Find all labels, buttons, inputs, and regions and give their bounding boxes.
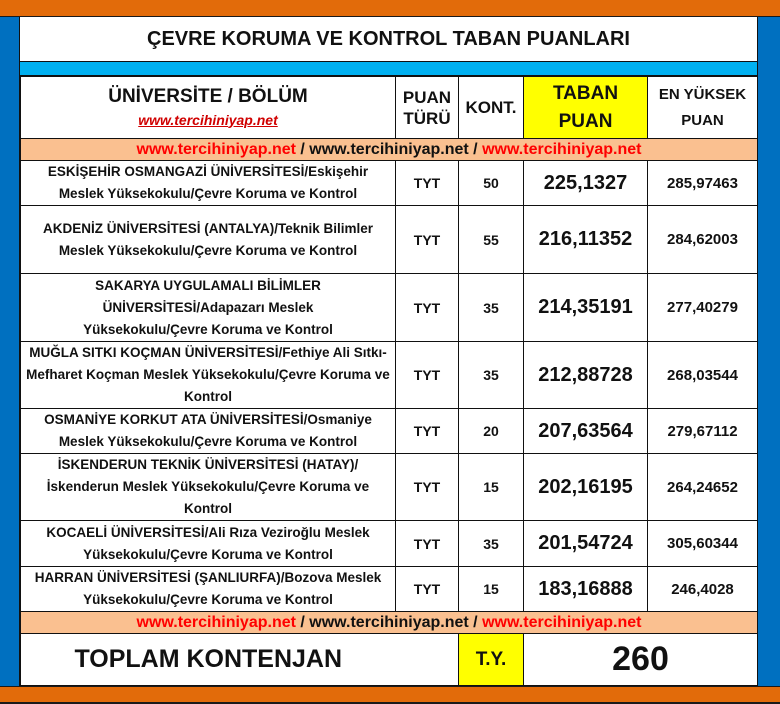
quota: 55 — [459, 206, 524, 274]
top-orange-bar — [0, 0, 780, 17]
table-row — [21, 206, 758, 274]
table-row — [21, 567, 758, 612]
program-name: ESKİŞEHİR OSMANGAZİ ÜNİVERSİTESİ/Eskişehir Meslek Yüksekokulu/Çevre Koruma ve Kontrol — [21, 161, 396, 206]
max-score: 268,03544 — [648, 342, 758, 409]
url-link-2[interactable]: www.tercihiniyap.net — [309, 613, 469, 631]
total-score-type: T.Y. — [459, 634, 524, 686]
program-name: KOCAELİ ÜNİVERSİTESİ/Ali Rıza Veziroğlu Meslek Yüksekokulu/Çevre Koruma ve Kontrol — [21, 521, 396, 567]
max-score: 305,60344 — [648, 521, 758, 567]
header-max-score-line1: EN YÜKSEK — [658, 85, 747, 103]
program-name: SAKARYA UYGULAMALI BİLİMLER ÜNİVERSİTESİ/Adapazarı Meslek Yüksekokulu/Çevre Koruma ve Kontrol — [21, 274, 396, 342]
min-score: 183,16888 — [524, 567, 648, 612]
max-score: 246,4028 — [648, 567, 758, 612]
min-score: 214,35191 — [524, 274, 648, 342]
url-link-2[interactable]: www.tercihiniyap.net — [309, 140, 469, 158]
program-name: İSKENDERUN TEKNİK ÜNİVERSİTESİ (HATAY)/İskenderun Meslek Yüksekokulu/Çevre Koruma ve Kontrol — [21, 454, 396, 521]
score-type: TYT — [396, 161, 459, 206]
program-name: MUĞLA SITKI KOÇMAN ÜNİVERSİTESİ/Fethiye Ali Sıtkı-Mefharet Koçman Meslek Yüksekokulu/Çevre Koruma ve Kontrol — [21, 342, 396, 409]
quota: 15 — [459, 454, 524, 521]
score-type: TYT — [396, 454, 459, 521]
header-score-type-line2: TÜRÜ — [403, 108, 451, 128]
page-title: ÇEVRE KORUMA VE KONTROL TABAN PUANLARI — [20, 17, 757, 62]
url-separator: / — [468, 140, 483, 158]
header-min-score — [524, 77, 648, 139]
quota: 15 — [459, 567, 524, 612]
header-quota: KONT. — [459, 77, 524, 139]
score-type: TYT — [396, 342, 459, 409]
score-type: TYT — [396, 409, 459, 454]
total-spacer — [396, 634, 459, 686]
score-type: TYT — [396, 521, 459, 567]
min-score: 225,1327 — [524, 161, 648, 206]
header-score-type — [396, 77, 459, 139]
url-link-3[interactable]: www.tercihiniyap.net — [482, 140, 642, 158]
program-name: HARRAN ÜNİVERSİTESİ (ŞANLIURFA)/Bozova Meslek Yüksekokulu/Çevre Koruma ve Kontrol — [21, 567, 396, 612]
min-score: 202,16195 — [524, 454, 648, 521]
total-row — [21, 634, 758, 686]
header-university — [21, 77, 396, 139]
table-row — [21, 161, 758, 206]
url-link-1[interactable]: www.tercihiniyap.net — [136, 613, 296, 631]
cyan-divider — [20, 62, 757, 76]
quota: 35 — [459, 521, 524, 567]
min-score: 212,88728 — [524, 342, 648, 409]
score-type: TYT — [396, 206, 459, 274]
table-row — [21, 521, 758, 567]
table-row — [21, 454, 758, 521]
header-max-score — [648, 77, 758, 139]
header-min-score-line1: TABAN — [552, 82, 619, 104]
max-score: 285,97463 — [648, 161, 758, 206]
table-row — [21, 342, 758, 409]
total-quota-value: 260 — [524, 634, 758, 686]
url-banner-cell — [21, 612, 758, 634]
min-score: 201,54724 — [524, 521, 648, 567]
score-type: TYT — [396, 567, 459, 612]
url-separator: / — [468, 613, 483, 631]
score-sheet — [19, 17, 758, 686]
quota: 35 — [459, 274, 524, 342]
total-label: TOPLAM KONTENJAN — [21, 634, 396, 686]
quota: 50 — [459, 161, 524, 206]
header-min-score-line2: PUAN — [558, 110, 613, 132]
score-table — [20, 76, 758, 686]
header-score-type-line1: PUAN — [402, 87, 452, 107]
url-banner-top — [21, 139, 758, 161]
url-separator: / — [295, 613, 310, 631]
program-name: AKDENİZ ÜNİVERSİTESİ (ANTALYA)/Teknik Bilimler Meslek Yüksekokulu/Çevre Koruma ve Kontrol — [21, 206, 396, 274]
bottom-orange-bar — [0, 686, 780, 704]
max-score: 264,24652 — [648, 454, 758, 521]
url-link-1[interactable]: www.tercihiniyap.net — [136, 140, 296, 158]
quota: 35 — [459, 342, 524, 409]
max-score: 277,40279 — [648, 274, 758, 342]
score-type: TYT — [396, 274, 459, 342]
url-separator: / — [295, 140, 310, 158]
header-row — [21, 77, 758, 139]
min-score: 207,63564 — [524, 409, 648, 454]
min-score: 216,11352 — [524, 206, 648, 274]
site-link[interactable]: www.tercihiniyap.net — [138, 111, 278, 128]
table-row — [21, 274, 758, 342]
url-banner-cell — [21, 139, 758, 161]
header-university-label: ÜNİVERSİTE / BÖLÜM — [108, 85, 308, 107]
max-score: 284,62003 — [648, 206, 758, 274]
url-link-3[interactable]: www.tercihiniyap.net — [482, 613, 642, 631]
table-row — [21, 409, 758, 454]
url-banner-bottom — [21, 612, 758, 634]
program-name: OSMANİYE KORKUT ATA ÜNİVERSİTESİ/Osmaniye Meslek Yüksekokulu/Çevre Koruma ve Kontrol — [21, 409, 396, 454]
quota: 20 — [459, 409, 524, 454]
max-score: 279,67112 — [648, 409, 758, 454]
header-max-score-line2: PUAN — [681, 111, 724, 129]
